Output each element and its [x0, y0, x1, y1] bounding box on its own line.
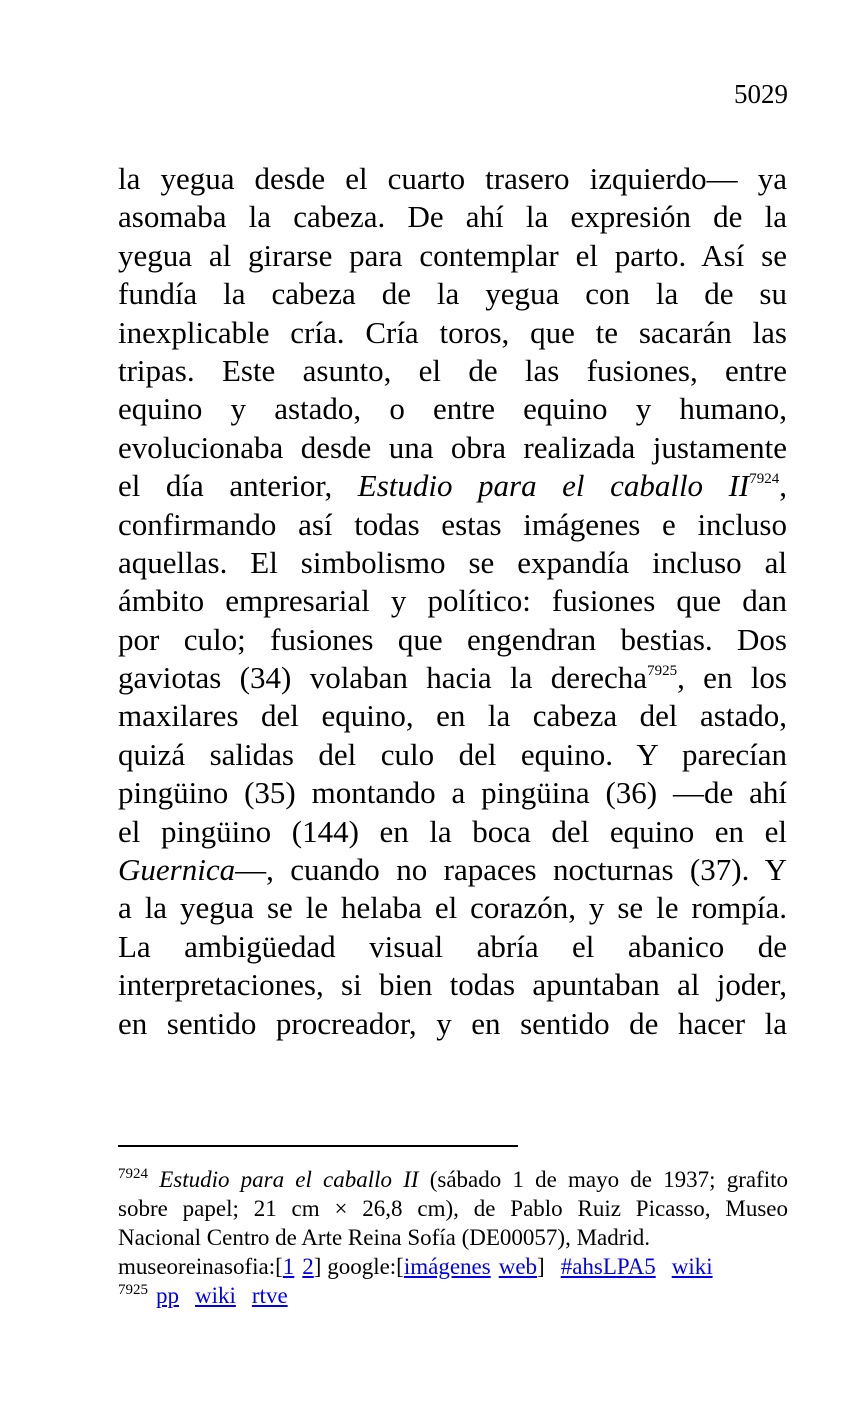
footnote-7925-line — [118, 1281, 788, 1310]
wiki-link-7925[interactable]: wiki — [195, 1283, 236, 1308]
text-line: confirmando así todas estas imágenes e incluso — [118, 506, 787, 542]
footnote-7924-line-2: sobre papel; 21 cm × 26,8 cm), de Pablo Ruiz Picasso, Museo — [118, 1196, 788, 1221]
text-segment: gaviotas (34) volaban hacia la derecha — [118, 660, 648, 696]
text-line: asomaba la cabeza. De ahí la expresión de la — [118, 199, 787, 235]
footnotes — [118, 1165, 788, 1310]
text-segment: el día anterior, — [118, 468, 358, 504]
text-line: pingüino (35) montando a pingüina (36) —de ahí — [118, 775, 787, 811]
text-segment: , — [779, 468, 787, 504]
page-number: 5029 — [734, 79, 788, 109]
text-line: maxilares del equino, en la cabeza del astado, — [118, 698, 787, 734]
footnote-7924-links — [118, 1252, 788, 1281]
text-line: evolucionaba desde una obra realizada justamente — [118, 429, 787, 465]
footnote-artwork-title: Estudio para el caballo II — [159, 1167, 419, 1192]
body-text — [118, 160, 787, 1043]
text-line: yegua al girarse para contemplar el parto. Así se — [118, 237, 787, 273]
footnote-ref[interactable]: 7925 — [647, 663, 678, 680]
hash-link[interactable]: #ahsLPA5 — [560, 1254, 656, 1279]
footnote-7924-line-1 — [118, 1165, 788, 1194]
text-line: La ambigüedad visual abría el abanico de — [118, 928, 787, 964]
text-line: tripas. Este asunto, el de las fusiones, entre — [118, 352, 787, 388]
footnote-number: 7924 — [118, 1166, 148, 1182]
italic-title: Estudio para el caballo II — [357, 468, 750, 504]
text-line — [118, 467, 787, 505]
footnote-number: 7925 — [118, 1282, 148, 1298]
footnote-divider — [118, 1145, 518, 1147]
google-suffix: ] — [537, 1254, 545, 1279]
text-line: la yegua desde el cuarto trasero izquierdo— ya — [118, 161, 787, 196]
wiki-link[interactable]: wiki — [671, 1254, 713, 1279]
footnote-7924-line-3: Nacional Centro de Arte Reina Sofía (DE00057), Madrid. — [118, 1225, 651, 1250]
pp-link[interactable]: pp — [156, 1283, 179, 1308]
text-line: interpretaciones, si bien todas apuntaban al joder, — [118, 967, 787, 1003]
text-line — [118, 659, 787, 697]
google-web-link[interactable]: web — [498, 1254, 538, 1279]
text-segment: , en los — [677, 660, 787, 696]
text-line: ámbito empresarial y político: fusiones que dan — [118, 583, 787, 619]
text-segment: —, cuando no rapaces nocturnas (37). Y — [235, 852, 787, 888]
text-line: inexplicable cría. Cría toros, que te sacarán las — [118, 314, 787, 350]
google-images-link[interactable]: imágenes — [403, 1254, 491, 1279]
text-line: el pingüino (144) en la boca del equino en el — [118, 813, 787, 849]
museo-prefix: museoreinasofia:[ — [118, 1254, 283, 1279]
italic-title: Guernica — [118, 852, 236, 888]
google-prefix: ] google:[ — [313, 1254, 404, 1279]
text-line: equino y astado, o entre equino y humano, — [118, 391, 787, 427]
text-line — [118, 851, 787, 889]
footnote-ref[interactable]: 7924 — [749, 471, 780, 488]
text-line: fundía la cabeza de la yegua con la de su — [118, 276, 787, 312]
text-line: por culo; fusiones que engendran bestias. Dos — [118, 621, 787, 657]
footnote-text: (sábado 1 de mayo de 1937; grafito — [418, 1167, 789, 1192]
museo-link-1[interactable]: 1 — [282, 1254, 295, 1279]
text-line: a la yegua se le helaba el corazón, y se le rompía. — [118, 890, 787, 926]
text-line: aquellas. El simbolismo se expandía incluso al — [118, 544, 787, 580]
text-line: quizá salidas del culo del equino. Y parecían — [118, 736, 787, 772]
text-line: en sentido procreador, y en sentido de hacer la — [118, 1005, 787, 1041]
museo-link-2[interactable]: 2 — [302, 1254, 314, 1279]
rtve-link[interactable]: rtve — [251, 1283, 288, 1308]
